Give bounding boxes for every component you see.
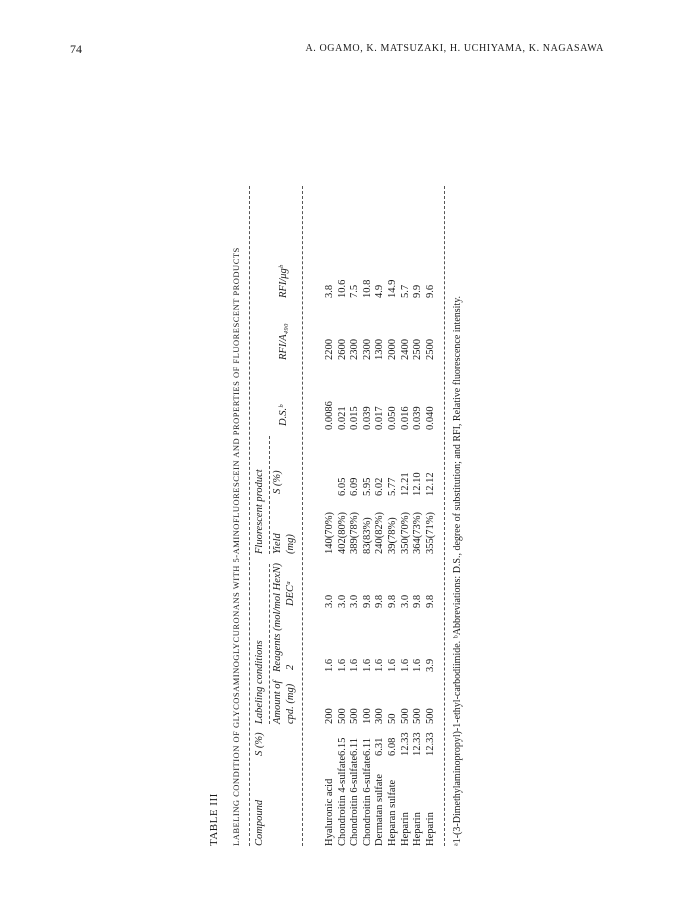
cell-rfi-ug: 9.6 (424, 284, 436, 298)
col-header-amount-line2: cpd. (mg) (285, 683, 296, 724)
header-bottom-rule (302, 186, 303, 846)
col-header-yield-line1: Yield (272, 533, 283, 554)
cell-ds: 0.016 (399, 406, 411, 430)
table-row (349, 186, 362, 846)
cell-ds: 0.050 (386, 406, 398, 430)
cell-dec: 9.8 (424, 594, 436, 608)
col-header-rfi-a490: RFI/A₄₉₀ (278, 323, 289, 360)
cell-yield: 140(70%) (324, 512, 335, 554)
cell-compound: Heparin (412, 812, 424, 846)
group-header-labeling: Labeling conditions (254, 640, 265, 724)
col-header-rfi-ug: RFI/μgᵇ (278, 265, 289, 298)
cell-dec: 3.0 (336, 594, 348, 608)
cell-amount: 100 (361, 708, 373, 724)
cell-yield: 364(73%) (412, 512, 424, 554)
cell-s-product: 12.12 (424, 472, 436, 496)
cell-dec: 9.8 (361, 594, 373, 608)
cell-ds: 0.0086 (324, 401, 335, 430)
col-header-yield-line2: (mg) (285, 534, 296, 554)
cell-reagent2: 1.6 (386, 658, 398, 672)
table-row (362, 186, 375, 846)
cell-compound: Chondroitin 6-sulfate (361, 755, 373, 846)
cell-yield: 389(78%) (349, 512, 361, 554)
cell-s-product: 5.95 (361, 477, 373, 496)
table-row (412, 186, 425, 846)
col-header-s-product: S (%) (272, 470, 283, 494)
cell-rfi-ug: 7.5 (349, 284, 361, 298)
cell-ds: 0.021 (336, 406, 348, 430)
top-rule (249, 186, 250, 846)
col-header-compound: Compound (254, 799, 265, 846)
cell-s: 6.31 (374, 737, 386, 756)
col-header-amount-line1: Amount of (272, 680, 283, 724)
cell-amount: 500 (412, 708, 424, 724)
cell-dec: 3.0 (324, 594, 335, 608)
bottom-rule (444, 186, 445, 846)
table-row (374, 186, 387, 846)
cell-rfi-a490: 2200 (324, 339, 335, 360)
cell-ds: 0.040 (424, 406, 436, 430)
cell-s: 6.11 (361, 738, 373, 756)
cell-rfi-a490: 2500 (412, 339, 424, 360)
cell-amount: 500 (399, 708, 411, 724)
cell-reagent2: 3.9 (424, 658, 436, 672)
cell-yield: 240(82%) (374, 512, 386, 554)
cell-rfi-ug: 14.9 (386, 279, 398, 298)
cell-s-product: 6.05 (336, 477, 348, 496)
cell-dec: 3.0 (399, 594, 411, 608)
cell-rfi-ug: 9.9 (412, 284, 424, 298)
cell-s: 12.33 (424, 732, 436, 756)
table-row (387, 186, 400, 846)
table-row (324, 186, 337, 846)
cell-amount: 50 (386, 713, 398, 724)
cell-rfi-a490: 2000 (386, 339, 398, 360)
cell-s-product: 6.09 (349, 477, 361, 496)
cell-rfi-ug: 10.6 (336, 279, 348, 298)
cell-s: 12.33 (399, 732, 411, 756)
labeling-group-rule (269, 564, 270, 724)
cell-reagent2: 1.6 (361, 658, 373, 672)
cell-reagent2: 1.6 (324, 658, 335, 672)
cell-rfi-a490: 2300 (349, 339, 361, 360)
cell-reagent2: 1.6 (336, 658, 348, 672)
running-head-authors: A. OGAMO, K. MATSUZAKI, H. UCHIYAMA, K. NAGASAWA (305, 43, 604, 54)
cell-rfi-a490: 2300 (361, 339, 373, 360)
cell-amount: 500 (424, 708, 436, 724)
cell-compound: Heparan sulfate (386, 779, 398, 846)
table-row (400, 186, 413, 846)
cell-reagent2: 1.6 (349, 658, 361, 672)
cell-amount: 300 (374, 708, 386, 724)
cell-s-product: 12.10 (412, 472, 424, 496)
fluorescent-group-rule (269, 436, 270, 554)
cell-s: 6.15 (336, 737, 348, 756)
cell-s: 6.08 (386, 737, 398, 756)
cell-compound: Hyaluronic acid (324, 778, 335, 846)
cell-yield: 350(70%) (399, 512, 411, 554)
rotated-table-block (208, 96, 523, 846)
cell-ds: 0.017 (374, 406, 386, 430)
cell-ds: 0.015 (349, 406, 361, 430)
cell-dec: 3.0 (349, 594, 361, 608)
cell-s-product: 6.02 (374, 477, 386, 496)
table-body (324, 186, 437, 846)
cell-reagent2: 1.6 (374, 658, 386, 672)
cell-ds: 0.039 (361, 406, 373, 430)
cell-yield: 355(71%) (424, 512, 436, 554)
cell-yield: 39(78%) (386, 517, 398, 554)
group-header-fluorescent: Fluorescent product (254, 469, 265, 554)
col-header-dec: DECᵃ (285, 580, 296, 606)
cell-compound: Chondroitin 4-sulfate (336, 755, 348, 846)
cell-rfi-ug: 3.8 (324, 284, 335, 298)
table-caption: LABELING CONDITION OF GLYCOSAMINOGLYCURONANS WITH 5-AMINOFLUORESCEIN AND PROPERTIES OF FLUORESCENT PRODUCTS (231, 247, 241, 846)
cell-dec: 9.8 (386, 594, 398, 608)
table-label: TABLE III (208, 793, 220, 846)
cell-ds: 0.039 (412, 406, 424, 430)
cell-amount: 500 (349, 708, 361, 724)
cell-compound: Dermatan sulfate (374, 773, 386, 846)
table-row (337, 186, 350, 846)
cell-compound: Heparin (399, 812, 411, 846)
cell-rfi-ug: 5.7 (399, 284, 411, 298)
cell-amount: 200 (324, 708, 335, 724)
cell-yield: 83(83%) (361, 517, 373, 554)
table-footnote: ᵃ1-(3-Dimethylaminopropyl)-1-ethyl-carbodiimide. ᵇAbbreviations: D.S., degree of substitution; and RFI, Relative fluorescence intensity. (452, 295, 463, 846)
cell-compound: Heparin (424, 812, 436, 846)
cell-rfi-a490: 2600 (336, 339, 348, 360)
col-header-ds: D.S.ᵇ (278, 405, 289, 426)
cell-rfi-ug: 4.9 (374, 284, 386, 298)
cell-s-product: 12.21 (399, 472, 411, 496)
cell-rfi-a490: 1300 (374, 339, 386, 360)
col-header-reagent-2: 2 (285, 664, 296, 670)
cell-dec: 9.8 (412, 594, 424, 608)
table-row (425, 186, 438, 846)
page-number: 74 (70, 42, 82, 56)
cell-reagent2: 1.6 (399, 658, 411, 672)
cell-compound: Chondroitin 6-sulfate (349, 755, 361, 846)
cell-s: 6.11 (349, 738, 361, 756)
cell-amount: 500 (336, 708, 348, 724)
cell-yield: 402(80%) (336, 512, 348, 554)
cell-dec: 9.8 (374, 594, 386, 608)
cell-rfi-a490: 2500 (424, 339, 436, 360)
cell-s: 12.33 (412, 732, 424, 756)
cell-rfi-a490: 2400 (399, 339, 411, 360)
cell-reagent2: 1.6 (412, 658, 424, 672)
cell-rfi-ug: 10.8 (361, 279, 373, 298)
col-header-reagents: Reagents (mol/mol HexN) (272, 562, 283, 672)
cell-s-product: 5.77 (386, 477, 398, 496)
col-header-s: S (%) (254, 732, 265, 756)
